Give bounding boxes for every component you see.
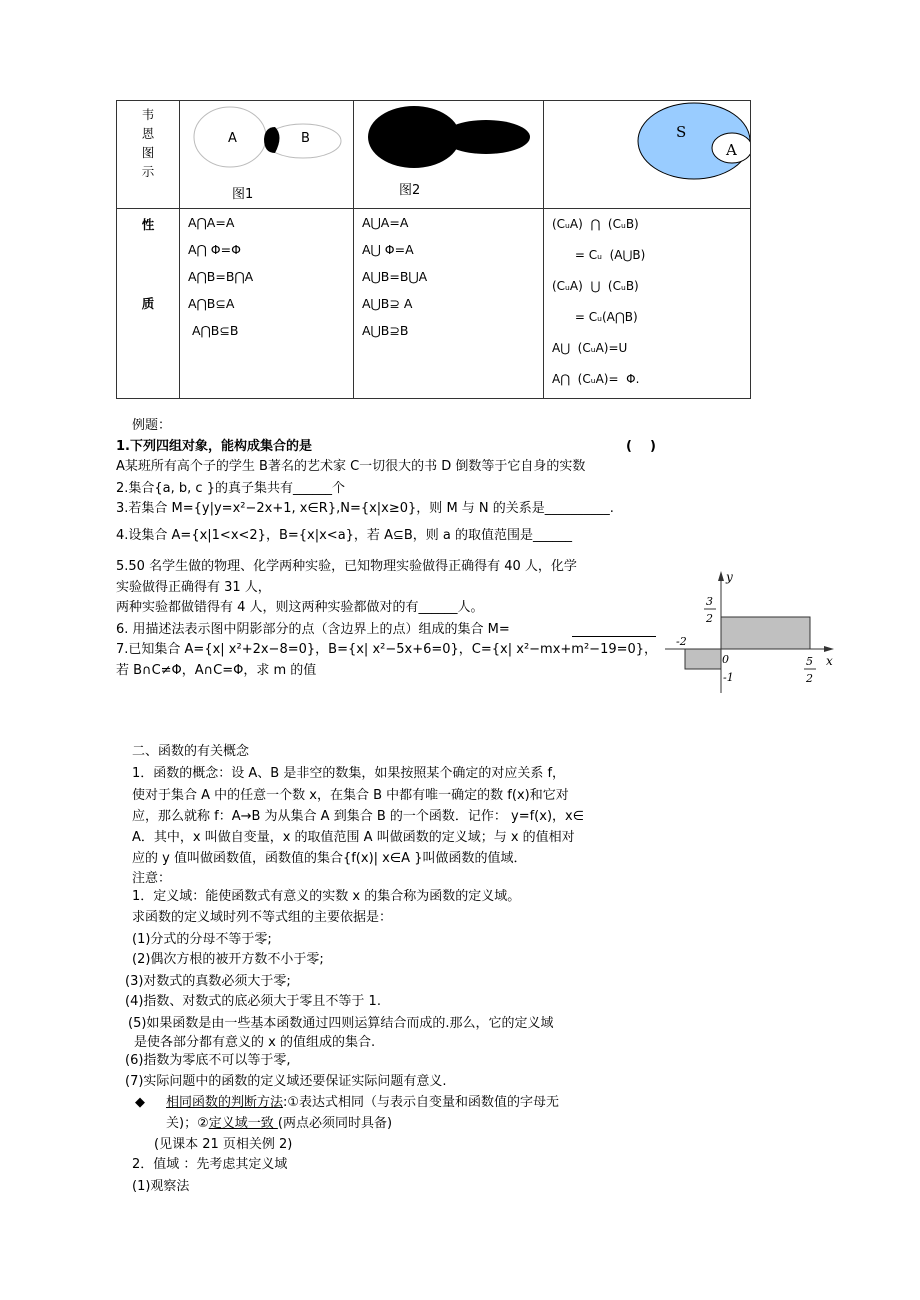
question-1: 1.下列四组对象，能构成集合的是 [116, 439, 312, 454]
question-5: 5.50 名学生做的物理、化学两种实验，已知物理实验做得正确得有 40 人，化学 [116, 559, 577, 574]
paragraph-line: (1)分式的分母不等于零; [132, 932, 272, 947]
property: (CᵤA) ⋃ (CᵤB) [552, 279, 639, 293]
property: A⋂A=A [188, 215, 235, 230]
same-function-line-2 [166, 1116, 392, 1132]
property: A⋃A=A [362, 215, 409, 230]
union-properties [354, 209, 544, 399]
range-heading: 2．值域 ：先考虑其定义域 [132, 1157, 288, 1172]
paragraph-line: 1．定义域：能使函数式有意义的实数 x 的集合称为函数的定义域。 [132, 889, 521, 904]
domain-rule: 定义域一致 [208, 1116, 278, 1131]
label-char: 韦 [141, 107, 155, 122]
paragraph-line: 是使各部分都有意义的 x 的值组成的集合. [134, 1035, 376, 1050]
set-a-label: A [726, 141, 737, 159]
property: A⋃B⊇ A [362, 296, 413, 311]
textbook-reference: (见课本 21 页相关例 2) [154, 1137, 293, 1152]
tick-neg2: -2 [676, 635, 687, 648]
question-2: 2.集合{a, b, c }的真子集共有______个 [116, 481, 345, 496]
property: A⋂B⊆A [188, 296, 235, 311]
paragraph-line: 注意： [132, 871, 172, 886]
paragraph-line: 求函数的定义域时列不等式组的主要依据是： [132, 910, 393, 925]
set-s-label: S [676, 123, 687, 141]
question-6: 6. 用描述法表示图中阴影部分的点（含边界上的点）组成的集合 M= [116, 622, 510, 637]
question-4: 4.设集合 A={x|1<x<2}，B={x|x<a}，若 A⊆B，则 a 的取值范围是______ [116, 528, 573, 543]
property: A⋃ Φ=A [362, 242, 414, 257]
observation-method: (1)观察法 [132, 1179, 190, 1194]
tick-5-2-num: 5 [806, 655, 813, 668]
same-function-rule: :①表达式相同（与表示自变量和函数值的字母无 [283, 1095, 560, 1110]
upper-rect [721, 617, 810, 649]
bullet-icon: ◆ [135, 1095, 145, 1110]
paragraph-line: 应的 y 值叫做函数值，函数值的集合{f(x)| x∈A }叫做函数的值域． [132, 851, 527, 866]
property: (CᵤA) ⋂ (CᵤB) [552, 217, 639, 231]
set-b-label: B [301, 131, 310, 146]
property: A⋂ Φ=Φ [188, 242, 241, 257]
paragraph-line: (7)实际问题中的函数的定义域还要保证实际问题有意义. [125, 1074, 447, 1089]
property: = Cᵤ(A⋂B) [552, 310, 638, 324]
same-function-line [166, 1095, 559, 1111]
examples-heading: 例题： [132, 418, 172, 433]
label-char: 示 [141, 164, 155, 179]
venn-label-cell [117, 101, 180, 209]
question-1-options: A某班所有高个子的学生 B著名的艺术家 C一切很大的书 D 倒数等于它自身的实数 [116, 459, 586, 474]
venn-union-cell [354, 101, 544, 209]
property: A⋃B⊇B [362, 323, 409, 338]
paragraph-line: 应，那么就称 f：A→B 为从集合 A 到集合 B 的一个函数．记作： y=f(x)，x∈ [132, 809, 585, 824]
label-char: 性 [141, 217, 155, 232]
property: A⋃ (CᵤA)=U [552, 341, 628, 355]
venn-complement-cell [544, 101, 751, 209]
question-5-cont: 实验做得正确得有 31 人， [116, 580, 271, 595]
section-title: 二、函数的有关概念 [132, 744, 250, 759]
intersection-properties [180, 209, 354, 399]
venn-intersection-diagram [180, 101, 353, 205]
figure2-caption: 图2 [399, 183, 421, 198]
x-label: x [826, 654, 833, 668]
question-5-cont: 两种实验都做错得有 4 人，则这两种实验都做对的有______人。 [116, 600, 484, 615]
property-label-cell [117, 209, 180, 399]
property: = Cᵤ (A⋃B) [552, 248, 646, 262]
paragraph-line: (2)偶次方根的被开方数不小于零; [132, 952, 324, 967]
complement-properties [544, 209, 751, 399]
tick-5-2-den: 2 [806, 672, 813, 685]
y-label: y [726, 570, 733, 584]
property: A⋂B⊆B [188, 323, 239, 338]
set-a-label: A [228, 131, 237, 146]
text: 关)；② [166, 1116, 209, 1131]
label-char: 图 [141, 145, 155, 160]
property: A⋃B=B⋃A [362, 269, 428, 284]
venn-intersection-cell [180, 101, 354, 209]
tick-0: 0 [722, 653, 729, 666]
venn-union-diagram [354, 101, 543, 205]
lower-rect [685, 649, 721, 669]
question-3: 3.若集合 M={y|y=x²−2x+1, x∈R},N={x|x≥0}，则 M 与 N 的关系是__________. [116, 501, 614, 516]
question-7: 7.已知集合 A={x| x²+2x−8=0}，B={x| x²−5x+6=0}，C={x| x²−mx+m²−19=0}， [116, 642, 658, 657]
shaded-region-graph [660, 565, 840, 695]
property: A⋂B=B⋂A [188, 269, 254, 284]
venn-complement-diagram [544, 101, 750, 205]
paragraph-line: (4)指数、对数式的底必须大于零且不等于 1. [125, 994, 381, 1009]
text: (两点必须同时具备) [277, 1116, 393, 1131]
question-7-cont: 若 B∩C≠Φ，A∩C=Φ，求 m 的值 [116, 663, 317, 678]
property: A⋂ (CᵤA)= Φ. [552, 372, 640, 386]
same-function-label: 相同函数的判断方法 [166, 1095, 284, 1110]
paragraph-line: (3)对数式的真数必须大于零; [125, 974, 291, 989]
answer-blank: ( ) [626, 439, 656, 454]
tick-neg1: -1 [723, 671, 734, 684]
paragraph-line: (6)指数为零底不可以等于零, [125, 1053, 291, 1068]
label-char: 恩 [141, 126, 155, 141]
paragraph-line: 1．函数的概念：设 A、B 是非空的数集，如果按照某个确定的对应关系 f， [132, 766, 566, 781]
tick-3-2-num: 3 [706, 595, 713, 608]
set-operations-table [116, 100, 751, 399]
paragraph-line: 使对于集合 A 中的任意一个数 x，在集合 B 中都有唯一确定的数 f(x)和它对 [132, 788, 569, 803]
tick-3-2-den: 2 [706, 612, 713, 625]
paragraph-line: (5)如果函数是由一些基本函数通过四则运算结合而成的.那么，它的定义域 [128, 1016, 554, 1031]
answer-line [572, 636, 656, 637]
label-char: 质 [141, 296, 155, 311]
figure1-caption: 图1 [232, 187, 254, 202]
paragraph-line: A．其中，x 叫做自变量，x 的取值范围 A 叫做函数的定义域；与 x 的值相对 [132, 830, 575, 845]
